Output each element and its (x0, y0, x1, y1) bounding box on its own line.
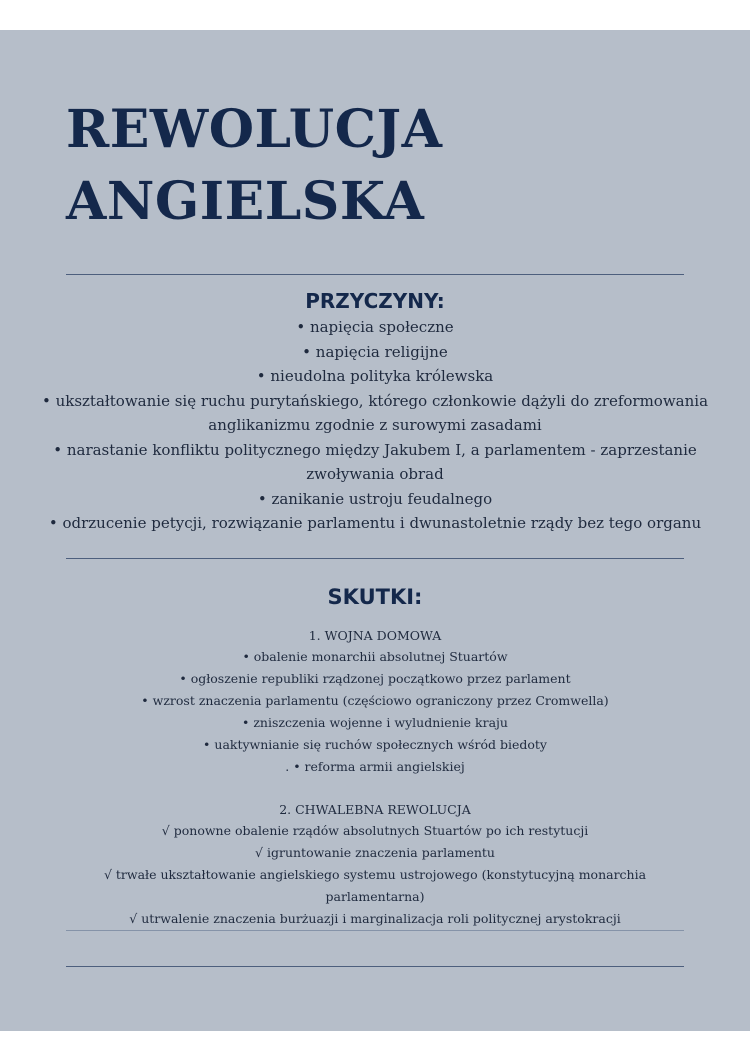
effect-item: √ utrwalenie znaczenia burżuazji i marginalizacja roli politycznej arystokracji (129, 911, 621, 926)
title-line-1: REWOLUCJA (66, 99, 443, 160)
effects-section (40, 583, 710, 930)
effect-item: parlamentarna) (325, 889, 425, 904)
effect-item: • obalenie monarchii absolutnej Stuartów (242, 649, 508, 664)
effect-item: • wzrost znaczenia parlamentu (częściowo ograniczony przez Cromwella) (141, 693, 609, 708)
effect-item: • zniszczenia wojenne i wyludnienie kraju (242, 715, 508, 730)
cause-item: • narastanie konfliktu politycznego między Jakubem I, a parlamentem - zaprzestanie (53, 440, 697, 459)
cause-item: • zanikanie ustroju feudalnego (257, 489, 493, 508)
effect-item: • ogłoszenie republiki rządzonej początkowo przez parlament (179, 671, 571, 686)
effect-item: √ ponowne obalenie rządów absolutnych Stuartów po ich restytucji (161, 823, 589, 838)
causes-section (40, 287, 710, 536)
cause-item: anglikanizmu zgodnie z surowymi zasadami (208, 416, 542, 434)
cause-item: • ukształtowanie się ruchu purytańskiego, którego członkowie dążyli do zreformowania (41, 391, 709, 410)
cause-item: • odrzucenie petycji, rozwiązanie parlamentu i dwunastoletnie rządy bez tego organu (48, 514, 702, 532)
document-page (0, 30, 750, 1031)
effect-item: . • reforma armii angielskiej (285, 759, 465, 774)
divider-top (66, 274, 684, 275)
causes-heading: PRZYCZYNY: (305, 289, 445, 313)
divider-bottom (66, 966, 684, 967)
effects-group-2-title: 2. CHWALEBNA REWOLUCJA (279, 802, 471, 817)
effect-item: √ trwałe ukształtowanie angielskiego systemu ustrojowego (konstytucyjną monarchia (103, 867, 647, 882)
effects-heading: SKUTKI: (327, 585, 423, 609)
cause-item: • napięcia społeczne (296, 318, 454, 336)
effect-item: √ igruntowanie znaczenia parlamentu (255, 845, 495, 860)
cause-item: zwoływania obrad (306, 465, 444, 483)
document-title (66, 94, 442, 238)
effect-item: • uaktywnianie się ruchów społecznych wśród biedoty (203, 737, 547, 752)
divider-middle (66, 558, 684, 559)
divider-thin (66, 930, 684, 931)
effects-group-1-title: 1. WOJNA DOMOWA (308, 628, 442, 643)
cause-item: • napięcia religijne (302, 342, 448, 361)
title-line-2: ANGIELSKA (66, 171, 425, 232)
cause-item: • nieudolna polityka królewska (256, 367, 494, 385)
